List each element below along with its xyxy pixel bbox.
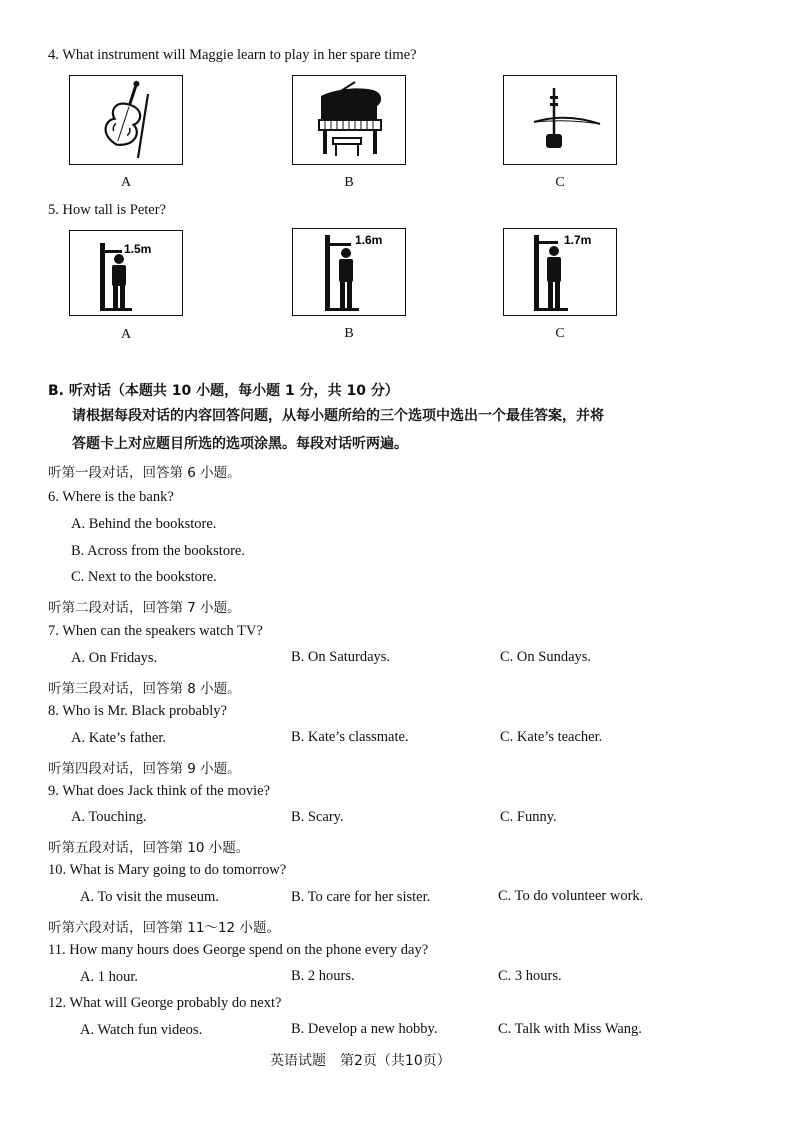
option-5b-image[interactable] [292,228,406,316]
height-label: 1.6m [355,233,383,247]
question-8: 8. Who is Mr. Black probably? [48,703,227,719]
option-10a[interactable]: A. To visit the museum. [80,889,219,905]
option-4a-label: A [120,175,132,190]
height-chart-icon [504,229,614,313]
violin-icon [70,76,180,162]
height-chart-icon [293,229,403,313]
question-6: 6. Where is the bank? [48,489,174,505]
question-11: 11. How many hours does George spend on the phone every day? [48,942,429,958]
option-7c[interactable]: C. On Sundays. [500,649,592,665]
option-5c-label: C [555,326,565,341]
option-9a[interactable]: A. Touching. [71,809,147,825]
question-12: 12. What will George probably do next? [48,995,282,1011]
page-footer: 英语试题 第2页（共10页） [270,1053,451,1069]
option-6b[interactable]: B. Across from the bookstore. [71,543,245,559]
option-4b-image[interactable] [292,75,406,165]
option-8c[interactable]: C. Kate’s teacher. [500,729,603,745]
question-10: 10. What is Mary going to do tomorrow? [48,862,287,878]
question-9: 9. What does Jack think of the movie? [48,783,271,799]
option-9b[interactable]: B. Scary. [291,809,344,825]
dialog-6-header: 听第六段对话，回答第 11～12 小题。 [48,920,280,936]
option-12b[interactable]: B. Develop a new hobby. [291,1021,438,1037]
dialog-2-header: 听第二段对话，回答第 7 小题。 [48,600,241,616]
question-5: 5. How tall is Peter? [48,202,166,218]
option-12c[interactable]: C. Talk with Miss Wang. [498,1021,642,1037]
option-11b[interactable]: B. 2 hours. [291,968,355,984]
option-10c[interactable]: C. To do volunteer work. [498,888,644,904]
option-8b[interactable]: B. Kate’s classmate. [291,729,409,745]
height-label: 1.7m [564,233,592,247]
dialog-1-header: 听第一段对话，回答第 6 小题。 [48,465,241,481]
option-5c-image[interactable] [503,228,617,316]
erhu-icon [504,76,614,162]
option-5a-image[interactable] [69,230,183,316]
piano-icon [293,76,403,162]
section-b-instruction-1: 请根据每段对话的内容回答问题，从每小题所给的三个选项中选出一个最佳答案，并将 [72,408,604,424]
option-9c[interactable]: C. Funny. [500,809,557,825]
option-10b[interactable]: B. To care for her sister. [291,889,431,905]
section-b-title: B. 听对话（本题共 10 小题，每小题 1 分，共 10 分） [48,383,399,399]
option-11c[interactable]: C. 3 hours. [498,968,562,984]
dialog-5-header: 听第五段对话，回答第 10 小题。 [48,840,250,856]
question-7: 7. When can the speakers watch TV? [48,623,263,639]
option-4c-image[interactable] [503,75,617,165]
option-12a[interactable]: A. Watch fun videos. [80,1022,203,1038]
dialog-4-header: 听第四段对话，回答第 9 小题。 [48,761,241,777]
question-4: 4. What instrument will Maggie learn to play in her spare time? [48,47,417,63]
dialog-3-header: 听第三段对话，回答第 8 小题。 [48,681,241,697]
option-11a[interactable]: A. 1 hour. [80,969,138,985]
option-8a[interactable]: A. Kate’s father. [71,730,167,746]
option-6c[interactable]: C. Next to the bookstore. [71,569,217,585]
option-6a[interactable]: A. Behind the bookstore. [71,516,217,532]
height-label: 1.5m [124,242,152,256]
option-4b-label: B [344,175,354,190]
option-7b[interactable]: B. On Saturdays. [291,649,391,665]
option-4a-image[interactable] [69,75,183,165]
height-chart-icon [70,231,180,313]
option-5b-label: B [344,326,354,341]
section-b-instruction-2: 答题卡上对应题目所选的选项涂黑。每段对话听两遍。 [72,436,408,452]
option-4c-label: C [555,175,565,190]
option-5a-label: A [120,327,132,342]
option-7a[interactable]: A. On Fridays. [71,650,158,666]
